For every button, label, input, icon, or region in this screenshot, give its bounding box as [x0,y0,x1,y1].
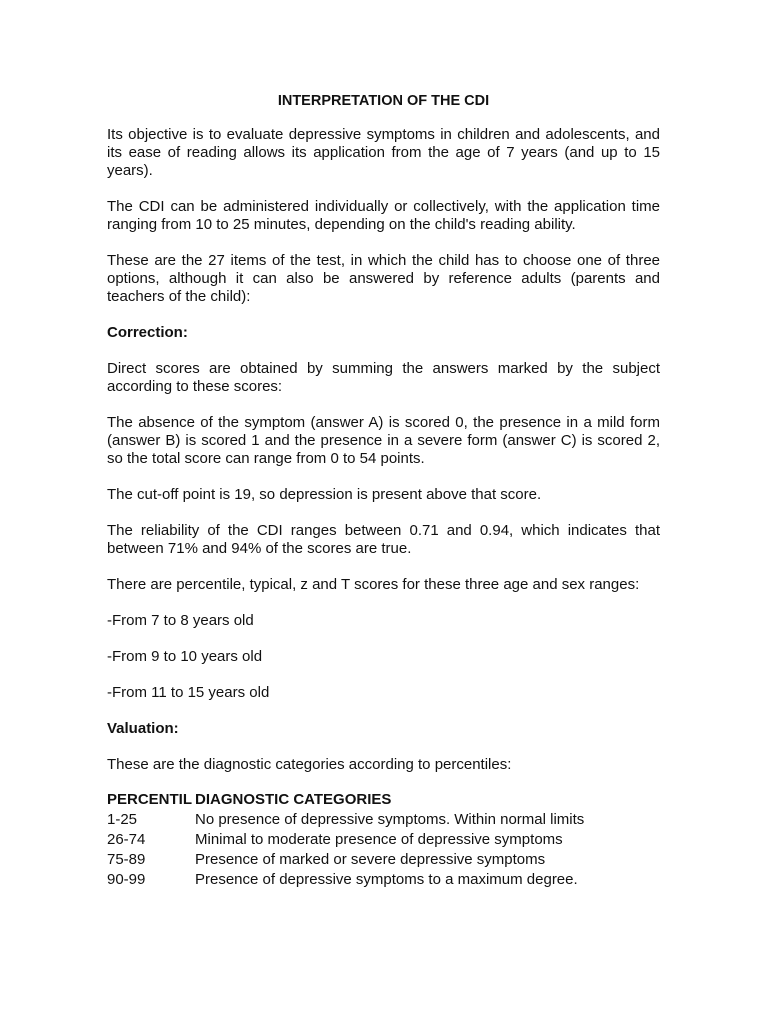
document-title: INTERPRETATION OF THE CDI [277,93,490,109]
table-row [107,870,660,890]
age-range-item: -From 9 to 10 years old [107,648,263,665]
paragraph-items: These are the 27 items of the test, in which the child has to choose one of three options, although it can also be answered by reference adults (parents and teachers of the child): [107,252,660,305]
table-row [107,830,660,850]
age-range-item: -From 7 to 8 years old [107,612,254,629]
paragraph-reliability: The reliability of the CDI ranges between 0.71 and 0.94, which indicates that between 71% and 94% of the scores are true. [107,522,660,557]
diagnostic-table [107,790,660,890]
table-header-percentil: PERCENTIL [107,791,193,808]
table-cell-category: Presence of depressive symptoms to a maximum degree. [195,871,578,888]
age-range-item: -From 11 to 15 years old [107,684,270,701]
table-header-categories: DIAGNOSTIC CATEGORIES [195,791,392,808]
paragraph-valuation-intro: These are the diagnostic categories according to percentiles: [107,756,512,773]
table-row [107,810,660,830]
table-cell-category: Presence of marked or severe depressive symptoms [195,851,546,868]
paragraph-scoring: The absence of the symptom (answer A) is scored 0, the presence in a mild form (answer B) is scored 1 and the presence in a severe form (answer C) is scored 2, so the total score can range from 0 to 54 points. [107,414,660,467]
paragraph-cutoff: The cut-off point is 19, so depression is present above that score. [107,486,542,503]
valuation-heading: Valuation: [107,720,179,737]
table-cell-percentile: 1-25 [107,811,138,828]
table-cell-percentile: 90-99 [107,871,146,888]
table-cell-percentile: 26-74 [107,831,146,848]
paragraph-objective: Its objective is to evaluate depressive symptoms in children and adolescents, and its ease of reading allows its application from the age of 7 years (and up to 15 years). [107,126,660,179]
document-page [107,92,660,890]
table-row [107,850,660,870]
paragraph-score-types: There are percentile, typical, z and T scores for these three age and sex ranges: [107,576,640,593]
table-cell-percentile: 75-89 [107,851,146,868]
table-cell-category: Minimal to moderate presence of depressive symptoms [195,831,563,848]
table-header-row [107,790,660,810]
paragraph-direct-scores: Direct scores are obtained by summing the answers marked by the subject according to these scores: [107,360,660,395]
correction-heading: Correction: [107,324,188,341]
paragraph-administration: The CDI can be administered individually or collectively, with the application time ranging from 10 to 25 minutes, depending on the child's reading ability. [107,198,660,233]
table-cell-category: No presence of depressive symptoms. Within normal limits [195,811,585,828]
